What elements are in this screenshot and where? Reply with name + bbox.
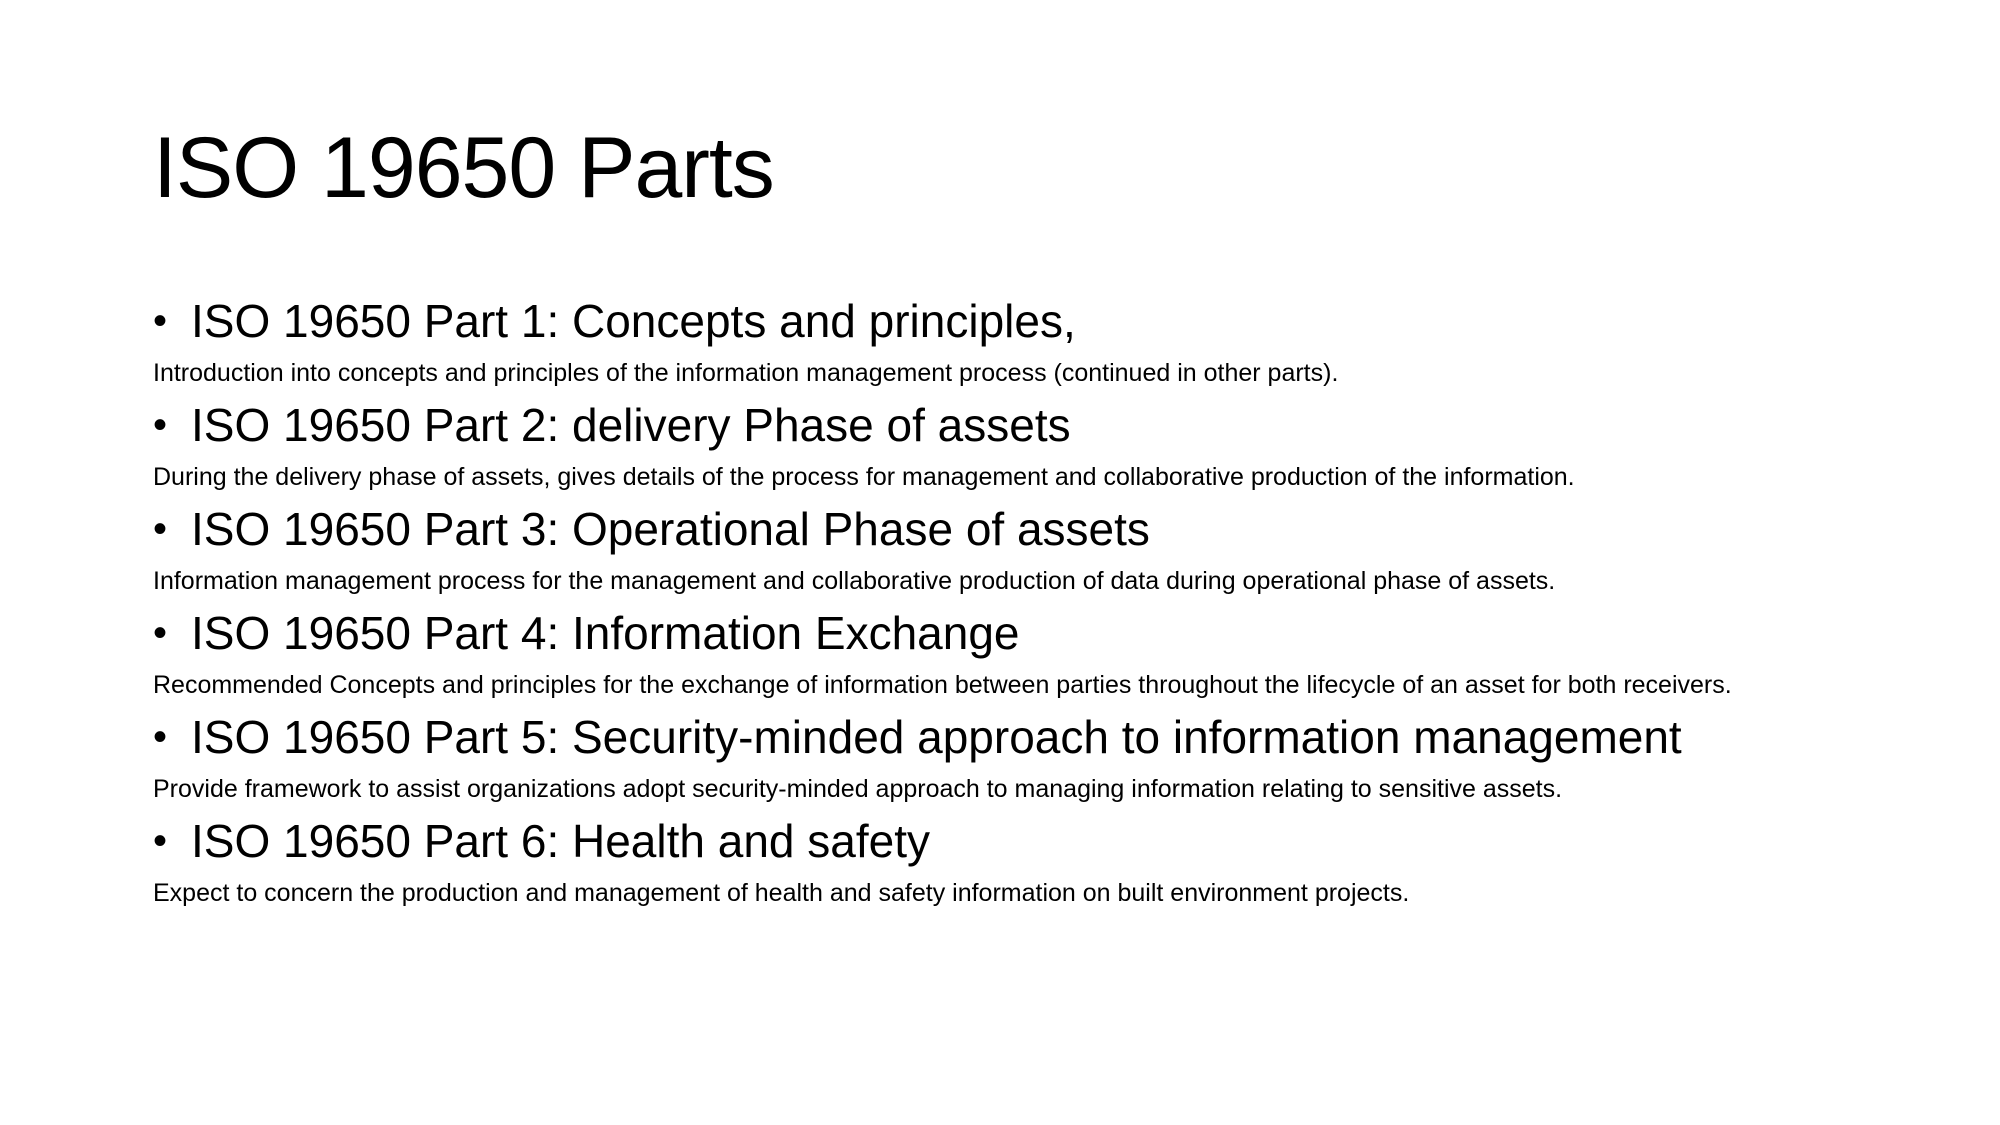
- part-heading: [153, 292, 1853, 350]
- part-item-5: [153, 708, 1853, 812]
- part-heading: [153, 708, 1853, 766]
- bullet-icon: •: [153, 507, 168, 551]
- bullet-icon: •: [153, 403, 168, 447]
- part-heading-text: ISO 19650 Part 1: Concepts and principles,: [191, 295, 1076, 347]
- part-description: Recommended Concepts and principles for the exchange of information between parties throughout the lifecycle of an asset for both receivers.: [153, 671, 1732, 699]
- bullet-icon: •: [153, 819, 168, 863]
- part-heading-text: ISO 19650 Part 3: Operational Phase of assets: [191, 503, 1150, 555]
- slide-title: ISO 19650 Parts: [153, 120, 774, 216]
- part-item-3: [153, 500, 1853, 604]
- bullet-icon: •: [153, 715, 168, 759]
- bullet-icon: •: [153, 611, 168, 655]
- part-description: Provide framework to assist organizations adopt security-minded approach to managing information relating to sensitive assets.: [153, 775, 1563, 803]
- part-description: Expect to concern the production and management of health and safety information on built environment projects.: [153, 879, 1410, 907]
- part-item-6: [153, 812, 1853, 916]
- part-description: During the delivery phase of assets, gives details of the process for management and collaborative production of the information.: [153, 463, 1575, 491]
- bullet-icon: •: [153, 299, 168, 343]
- part-description: Introduction into concepts and principles of the information management process (continued in other parts).: [153, 359, 1339, 387]
- part-heading-text: ISO 19650 Part 6: Health and safety: [191, 815, 931, 867]
- part-heading: [153, 604, 1853, 662]
- part-heading: [153, 812, 1853, 870]
- part-item-1: [153, 292, 1853, 396]
- part-heading-text: ISO 19650 Part 2: delivery Phase of assets: [191, 399, 1071, 451]
- part-heading-text: ISO 19650 Part 4: Information Exchange: [191, 607, 1020, 659]
- part-item-2: [153, 396, 1853, 500]
- part-heading: [153, 500, 1853, 558]
- part-heading-text: ISO 19650 Part 5: Security-minded approach to information management: [191, 711, 1682, 763]
- part-description: Information management process for the management and collaborative production of data during operational phase of assets.: [153, 567, 1556, 595]
- part-heading: [153, 396, 1853, 454]
- part-item-4: [153, 604, 1853, 708]
- parts-list: [153, 292, 1853, 916]
